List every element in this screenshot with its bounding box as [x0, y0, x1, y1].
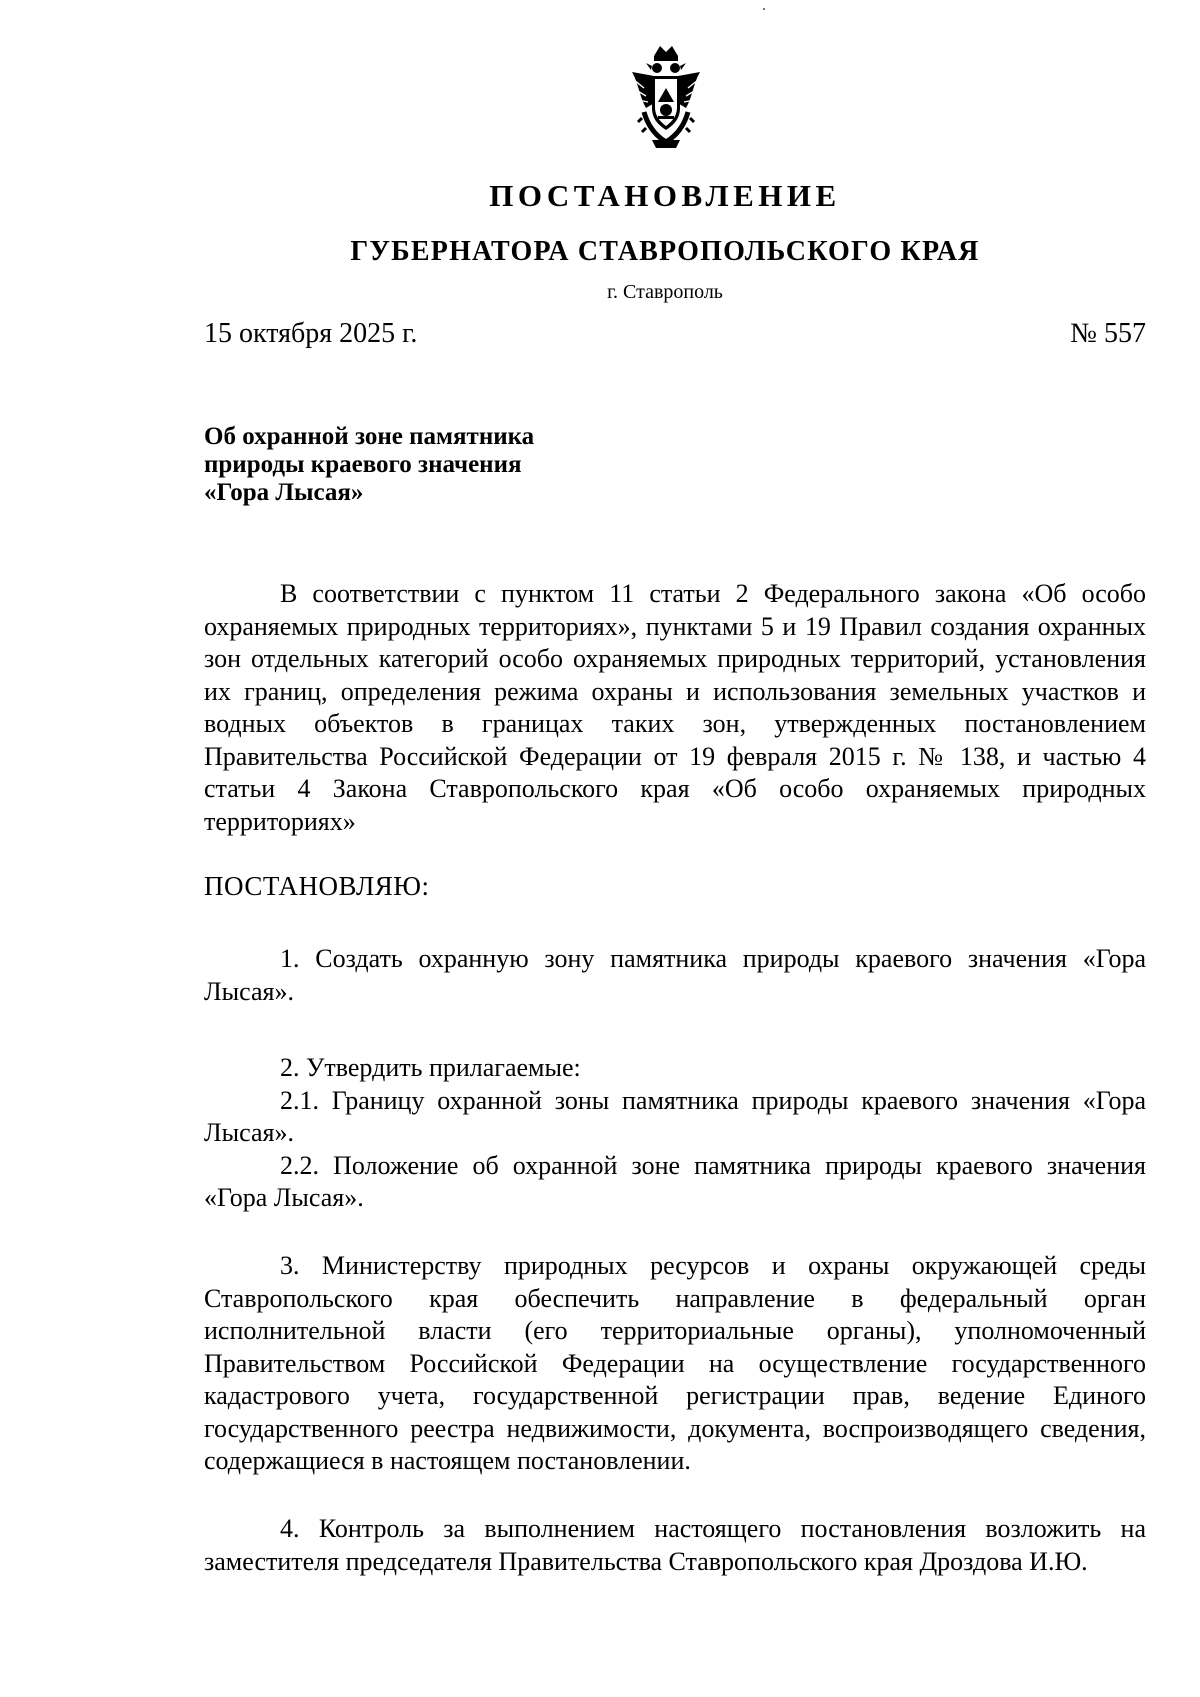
coat-of-arms-icon [624, 42, 708, 152]
preamble-paragraph: В соответствии с пунктом 11 статьи 2 Федерального закона «Об особо охраняемых природных территориях», пунктами 5 и 19 Правил создания охранных зон отдельных категорий особо охраняемых природных территорий, установления их границ, определения режима охраны и использования земельных участков и водных объектов в границах таких зон, утвержденных постановлением Правительства Российской Федерации от 19 февраля 2015 г. № 138, и частью 4 статьи 4 Закона Ставропольского края «Об особо охраняемых природных территориях» [204, 579, 1146, 836]
clause-paragraph: 2.2. Положение об охранной зоне памятника природы краевого значения «Гора Лысая». [204, 1150, 1146, 1212]
clause-paragraph: 4. Контроль за выполнением настоящего постановления возложить на заместителя председателя Правительства Ставропольского края Дроздова И.Ю. [204, 1514, 1146, 1576]
clause-paragraph: 1. Создать охранную зону памятника природы краевого значения «Гора Лысая». [204, 944, 1146, 1006]
issuer-title: ГУБЕРНАТОРА СТАВРОПОЛЬСКОГО КРАЯ [350, 236, 980, 267]
clause-paragraph: 2. Утвердить прилагаемые: [280, 1053, 581, 1082]
subject-line: «Гора Лысая» [204, 479, 364, 506]
document-number: № 557 [1070, 318, 1146, 349]
clause-paragraph: 2.1. Границу охранной зоны памятника природы краевого значения «Гора Лысая». [204, 1085, 1146, 1147]
scan-artifact [763, 8, 765, 10]
clause-3 [204, 1250, 1146, 1478]
decree-word: ПОСТАНОВЛЯЮ: [204, 871, 430, 901]
city-of-issue: г. Ставрополь [607, 281, 723, 303]
clause-2 [204, 1052, 1146, 1215]
document-date: 15 октября 2025 г. [204, 318, 418, 349]
clause-paragraph: 3. Министерству природных ресурсов и охраны окружающей среды Ставропольского края обеспечить направление в федеральный орган исполнительной власти (его территориальные органы), уполномоченный Правительством Российской Федерации на осуществление государственного кадастрового учета, государственной регистрации прав, ведение Единого государственного реестра недвижимости, документа, воспроизводящего сведения, содержащиеся в настоящем постановлении. [204, 1251, 1146, 1475]
clause-4 [204, 1513, 1146, 1578]
document-subject [204, 423, 624, 507]
subject-line: природы краевого значения [204, 451, 522, 478]
subject-line: Об охранной зоне памятника [204, 423, 535, 450]
preamble-section [204, 578, 1146, 838]
clause-1 [204, 943, 1146, 1008]
document-type: ПОСТАНОВЛЕНИЕ [489, 178, 841, 213]
